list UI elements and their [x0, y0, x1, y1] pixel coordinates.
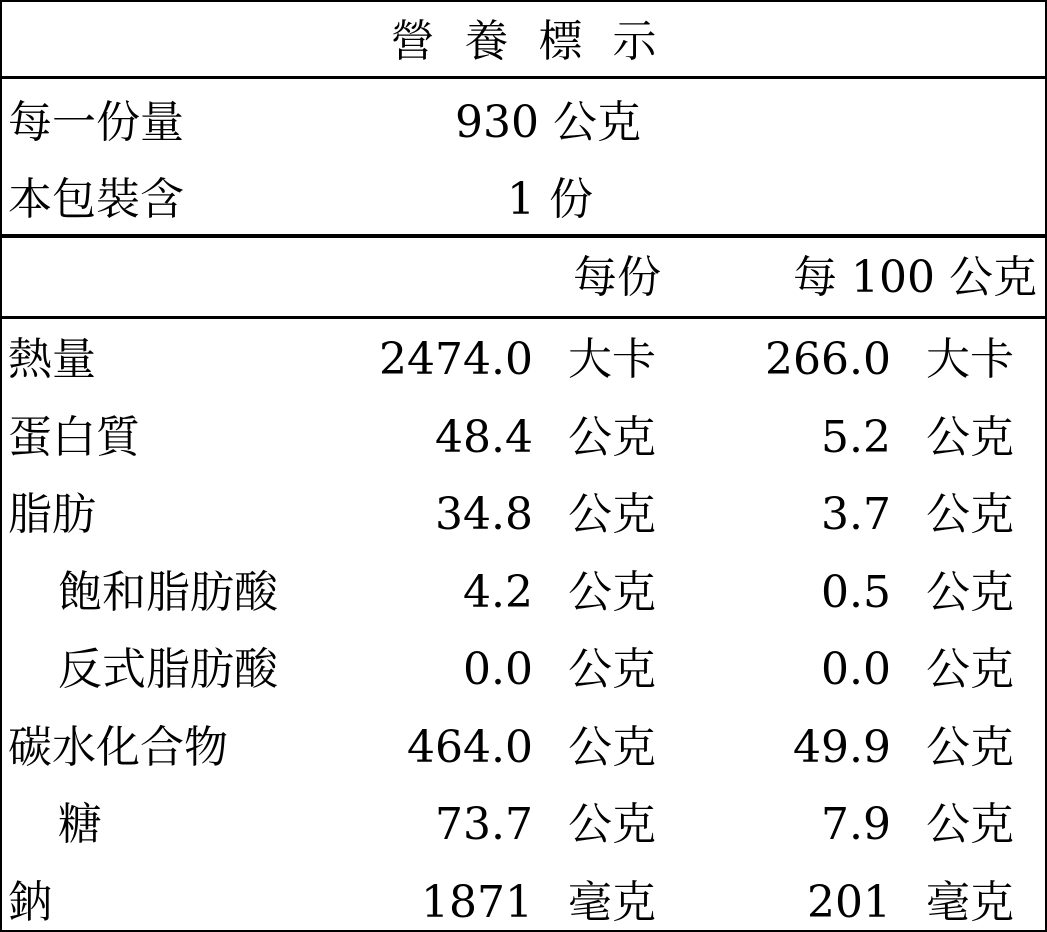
- nutrient-per-100g-value: 201: [807, 877, 891, 928]
- nutrient-per-100g-value: 7.9: [821, 799, 891, 850]
- divider-header: [2, 316, 1045, 319]
- nutrient-per-100g-unit: 毫克: [926, 877, 1014, 928]
- nutrient-name: 飽和脂肪酸: [58, 567, 278, 618]
- nutrient-per-100g-unit: 公克: [926, 644, 1014, 695]
- nutrient-name: 鈉: [8, 877, 52, 928]
- nutrient-per-serving-value: 34.8: [435, 489, 533, 540]
- nutrient-per-100g-unit: 公克: [926, 722, 1014, 773]
- divider-serving: [2, 234, 1045, 238]
- nutrient-per-100g-value: 5.2: [821, 412, 891, 463]
- nutrient-per-serving-unit: 毫克: [568, 877, 656, 928]
- nutrient-per-serving-unit: 公克: [568, 799, 656, 850]
- column-header-per-serving: 每份: [573, 252, 661, 303]
- nutrient-per-100g-unit: 公克: [926, 567, 1014, 618]
- nutrient-per-serving-unit: 公克: [568, 567, 656, 618]
- nutrient-per-serving-unit: 公克: [568, 722, 656, 773]
- nutrient-per-100g-value: 3.7: [821, 489, 891, 540]
- nutrient-per-serving-value: 48.4: [435, 412, 533, 463]
- nutrient-per-serving-unit: 公克: [568, 644, 656, 695]
- nutrient-per-serving-value: 1871: [421, 877, 533, 928]
- nutrient-per-serving-value: 464.0: [407, 722, 533, 773]
- nutrient-per-serving-unit: 公克: [568, 489, 656, 540]
- nutrient-name: 熱量: [8, 334, 96, 385]
- column-header-per-100g: 每 100 公克: [793, 252, 1037, 303]
- nutrient-name: 脂肪: [8, 489, 96, 540]
- nutrient-per-serving-value: 73.7: [435, 799, 533, 850]
- nutrient-per-100g-value: 0.5: [821, 567, 891, 618]
- nutrient-name: 糖: [58, 799, 102, 850]
- servings-count-value: 1 份: [507, 174, 593, 225]
- servings-count-label: 本包裝含: [8, 174, 184, 225]
- divider-top: [2, 76, 1045, 79]
- nutrient-per-100g-unit: 公克: [926, 412, 1014, 463]
- nutrient-per-100g-unit: 公克: [926, 799, 1014, 850]
- nutrient-per-serving-value: 2474.0: [379, 334, 533, 385]
- nutrient-per-serving-unit: 大卡: [568, 334, 656, 385]
- nutrient-per-100g-unit: 大卡: [926, 334, 1014, 385]
- nutrient-per-100g-value: 0.0: [821, 644, 891, 695]
- nutrient-name: 蛋白質: [8, 412, 140, 463]
- nutrient-name: 反式脂肪酸: [58, 644, 278, 695]
- nutrient-per-100g-unit: 公克: [926, 489, 1014, 540]
- nutrient-per-serving-value: 4.2: [463, 567, 533, 618]
- nutrient-name: 碳水化合物: [8, 722, 228, 773]
- nutrient-per-100g-value: 266.0: [765, 334, 891, 385]
- label-title: 營養標示: [390, 16, 687, 67]
- serving-size-label: 每一份量: [8, 97, 184, 148]
- nutrient-per-100g-value: 49.9: [793, 722, 891, 773]
- nutrient-per-serving-value: 0.0: [463, 644, 533, 695]
- nutrient-per-serving-unit: 公克: [568, 412, 656, 463]
- serving-size-value: 930 公克: [455, 97, 641, 148]
